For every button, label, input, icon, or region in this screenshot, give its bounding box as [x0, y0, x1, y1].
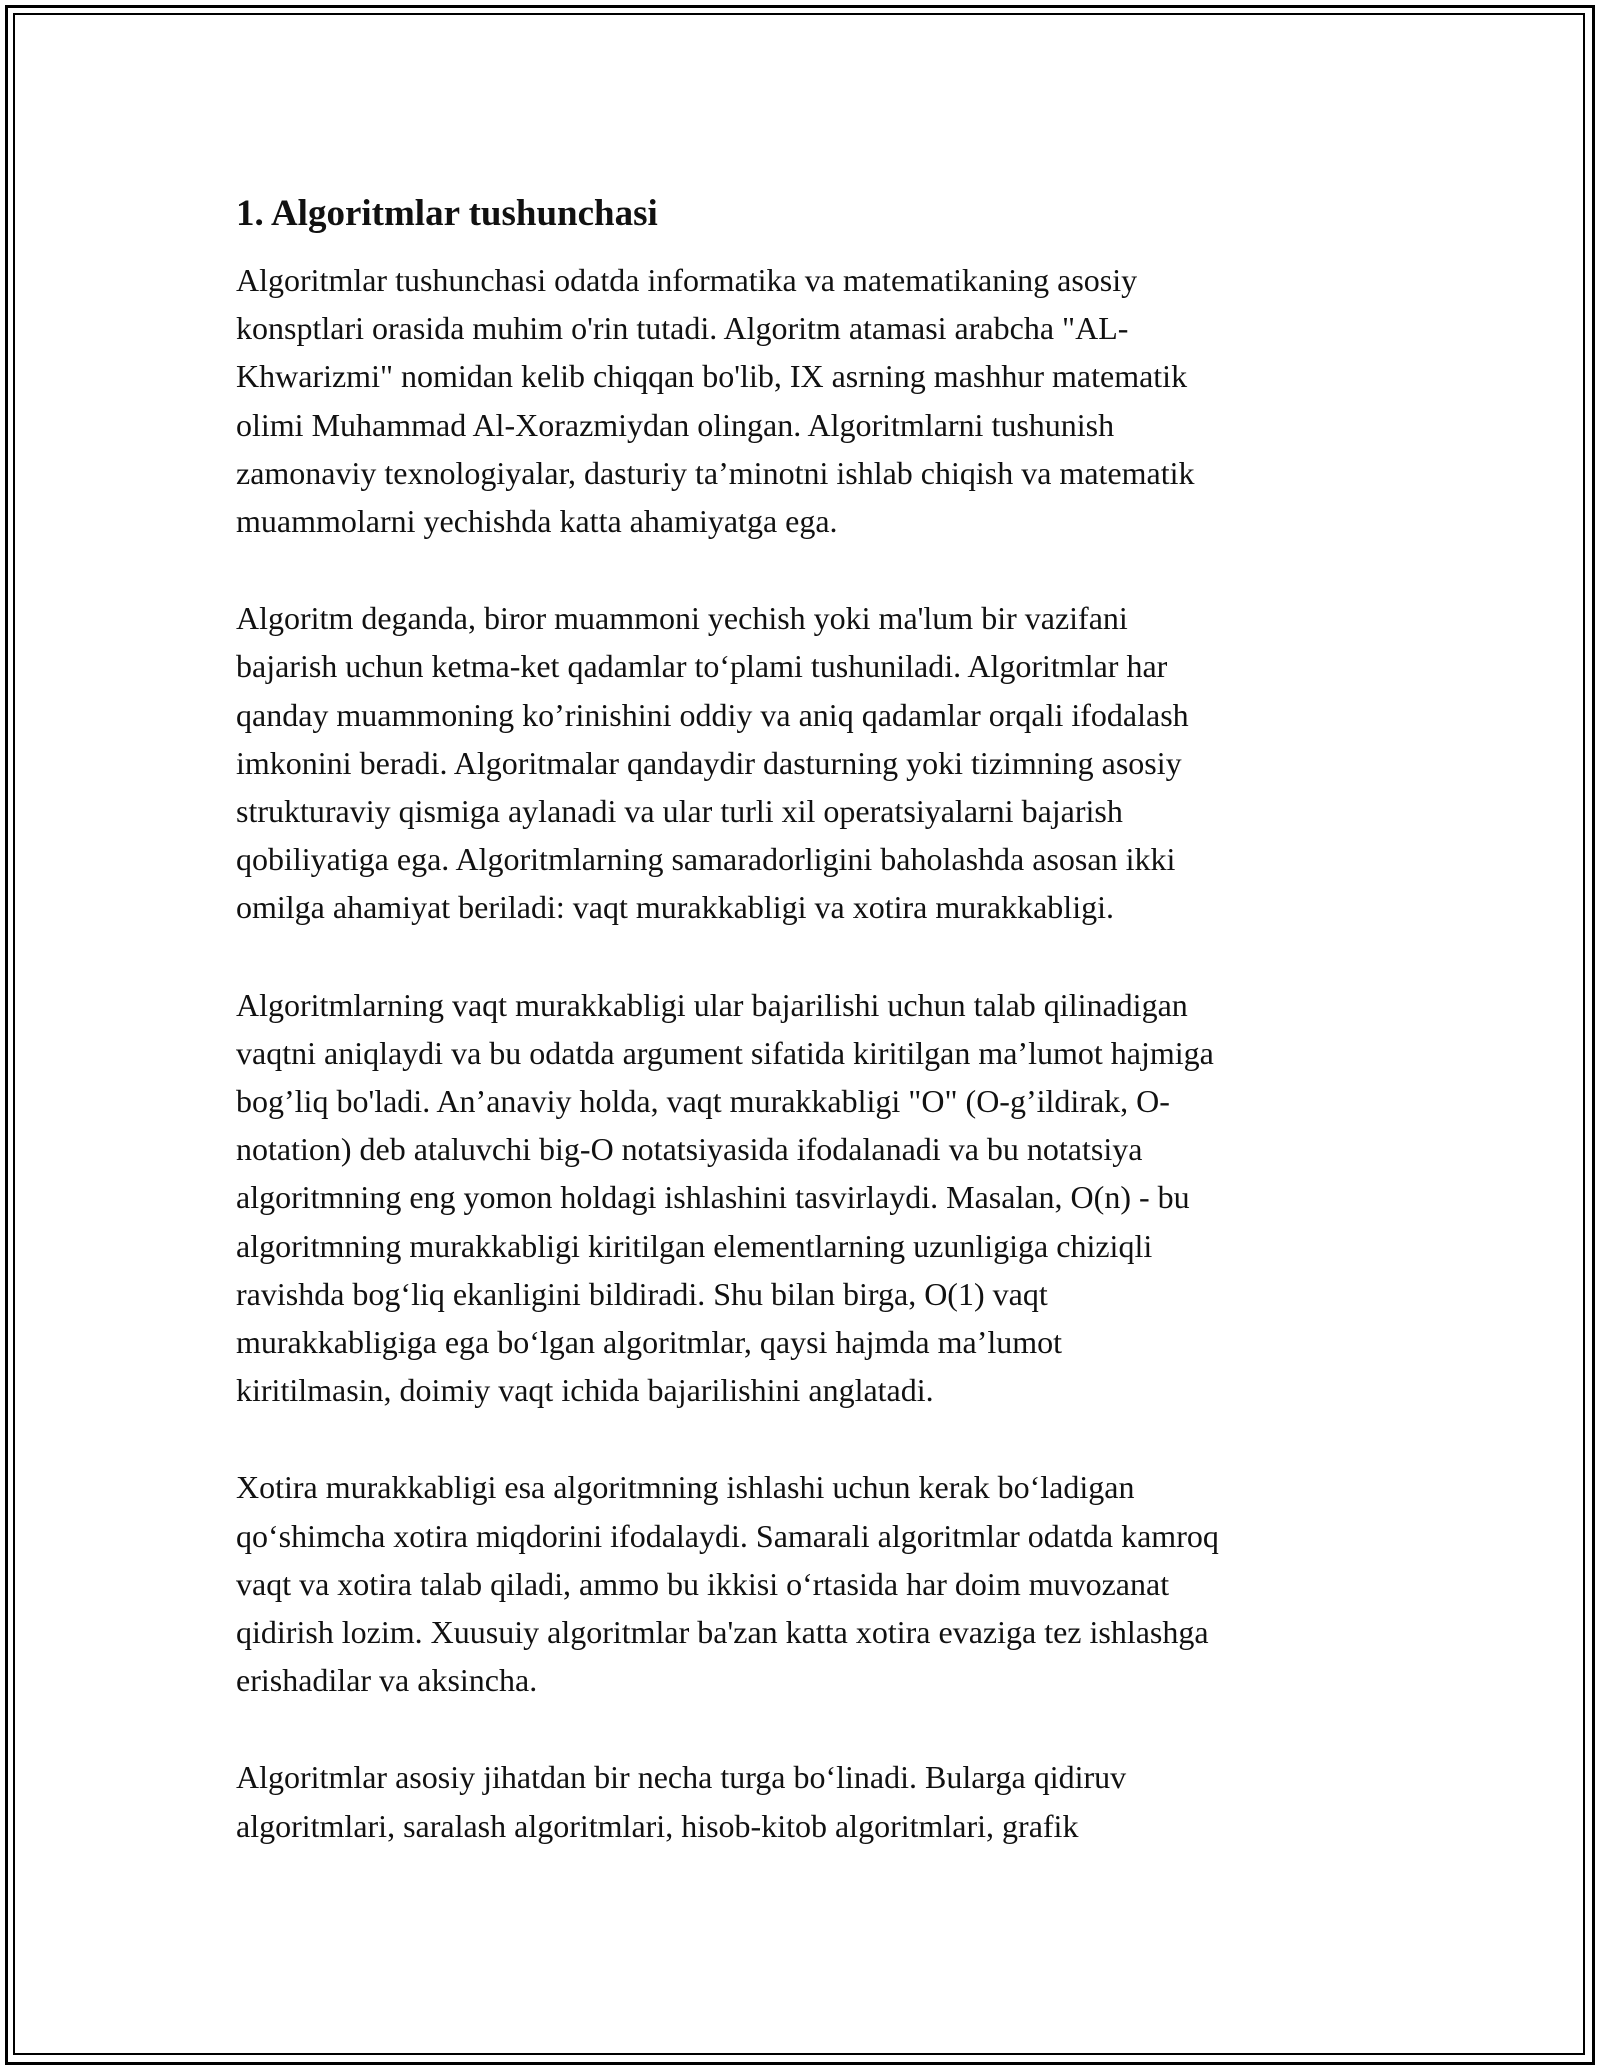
text-line: zamonaviy texnologiyalar, dasturiy ta’minotni ishlab chiqish va matematik	[236, 454, 1195, 491]
text-line: muammolarni yechishda katta ahamiyatga ega.	[236, 503, 838, 540]
text-line: Khwarizmi" nomidan kelib chiqqan bo'lib, IX asrning mashhur matematik	[236, 358, 1188, 395]
paragraph-algorithm-types	[236, 1753, 1376, 1849]
text-line: ravishda bog‘liq ekanligini bildiradi. Shu bilan birga, O(1) vaqt	[236, 1275, 1048, 1312]
text-line: Algoritmlarning vaqt murakkabligi ular bajarilishi uchun talab qilinadigan	[236, 986, 1188, 1023]
text-line: qanday muammoning ko’rinishini oddiy va aniq qadamlar orqali ifodalash	[236, 696, 1189, 733]
text-line: Algoritmlar tushunchasi odatda informatika va matematikaning asosiy	[236, 262, 1138, 298]
text-line: qobiliyatiga ega. Algoritmlarning samaradorligini baholashda asosan ikki	[236, 841, 1176, 878]
text-line: algoritmlari, saralash algoritmlari, hisob-kitob algoritmlari, grafik	[236, 1807, 1079, 1844]
text-line: olimi Muhammad Al-Xorazmiydan olingan. Algoritmlarni tushunish	[236, 406, 1115, 443]
paragraph-memory-complexity	[236, 1463, 1376, 1704]
text-line: kiritilmasin, doimiy vaqt ichida bajarilishini anglatadi.	[236, 1372, 934, 1409]
text-line: imkonini beradi. Algoritmalar qandaydir dasturning yoki tizimning asosiy	[236, 744, 1182, 781]
text-line: murakkabligiga ega bo‘lgan algoritmlar, qaysi hajmda ma’lumot	[236, 1324, 1063, 1361]
text-line: algoritmning eng yomon holdagi ishlashini tasvirlaydi. Masalan, O(n) - bu	[236, 1179, 1190, 1216]
text-line: strukturaviy qismiga aylanadi va ular turli xil operatsiyalarni bajarish	[236, 793, 1123, 830]
text-line: konsptlari orasida muhim o'rin tutadi. Algoritm atamasi arabcha "AL-	[236, 310, 1129, 347]
text-line: Algoritm deganda, biror muammoni yechish yoki ma'lum bir vazifani	[236, 600, 1128, 637]
text-line: notation) deb ataluvchi big-O notatsiyasida ifodalanadi va bu notatsiya	[236, 1131, 1143, 1168]
section-heading: 1. Algoritmlar tushunchasi	[236, 193, 658, 234]
paragraph-definition	[236, 594, 1376, 931]
text-line: bajarish uchun ketma-ket qadamlar to‘plami tushuniladi. Algoritmlar har	[236, 648, 1168, 685]
document-body	[236, 186, 1376, 1899]
text-line: erishadilar va aksincha.	[236, 1662, 538, 1699]
text-line: omilga ahamiyat beriladi: vaqt murakkabligi va xotira murakkabligi.	[236, 889, 1114, 926]
text-line: bog’liq bo'ladi. An’anaviy holda, vaqt murakkabligi "O" (O-g’ildirak, O-	[236, 1083, 1170, 1120]
paragraph-time-complexity	[236, 981, 1376, 1415]
text-line: algoritmning murakkabligi kiritilgan elementlarning uzunligiga chiziqli	[236, 1227, 1153, 1264]
text-line: vaqt va xotira talab qiladi, ammo bu ikkisi o‘rtasida har doim muvozanat	[236, 1565, 1170, 1602]
text-line: qidirish lozim. Xuusuiy algoritmlar ba'zan katta xotira evaziga tez ishlashga	[236, 1614, 1209, 1651]
text-line: qo‘shimcha xotira miqdorini ifodalaydi. Samarali algoritmlar odatda kamroq	[236, 1517, 1219, 1554]
text-line: vaqtni aniqlaydi va bu odatda argument sifatida kiritilgan ma’lumot hajmiga	[236, 1034, 1214, 1071]
text-line: Xotira murakkabligi esa algoritmning ishlashi uchun kerak bo‘ladigan	[236, 1469, 1135, 1506]
paragraph-intro	[236, 256, 1376, 545]
text-line: Algoritmlar asosiy jihatdan bir necha turga bo‘linadi. Bularga qidiruv	[236, 1759, 1127, 1796]
